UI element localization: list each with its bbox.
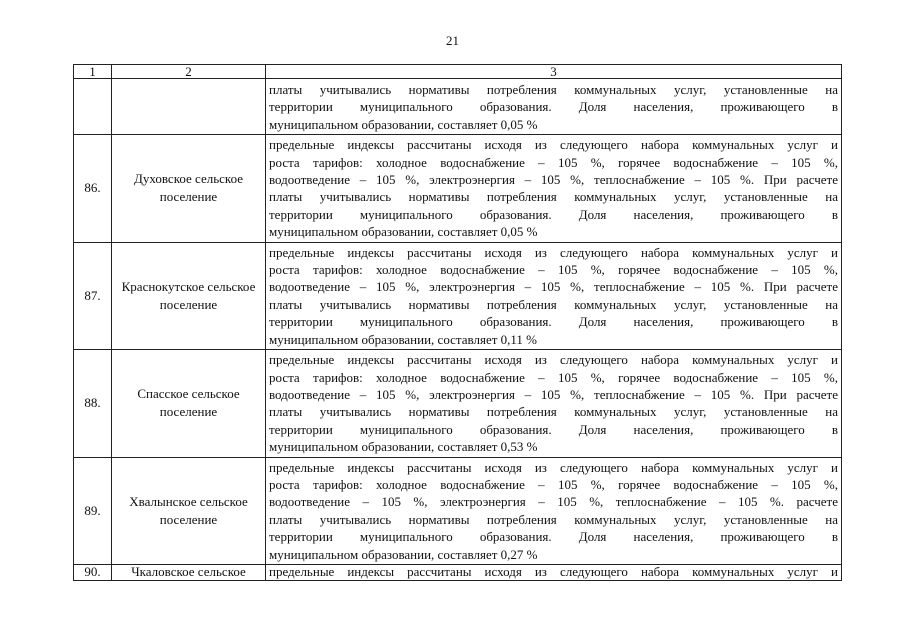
description-cell — [266, 79, 842, 135]
description-cell — [266, 135, 842, 242]
description-line: водоотведение – 105 %, электроэнергия – 105 %, теплоснабжение – 105 %. При расчете — [269, 279, 838, 295]
description-line: предельные индексы рассчитаны исходя из следующего набора коммунальных услуг и — [269, 459, 838, 475]
row-number: 88. — [74, 350, 112, 457]
description-line: водоотведение – 105 %, электроэнергия – 105 %, теплоснабжение – 105 %. При расчете — [269, 386, 838, 402]
table-row — [74, 135, 842, 242]
municipality-name: Спасское сельское поселение — [112, 350, 266, 457]
header-col-2: 2 — [112, 65, 266, 79]
page-number: 21 — [446, 33, 459, 48]
description-cell — [266, 350, 842, 457]
description-cell — [266, 457, 842, 564]
description-line: муниципальном образовании, составляет 0,05 % — [269, 116, 538, 132]
row-number: 89. — [74, 457, 112, 564]
municipality-cell — [112, 79, 266, 135]
description-line: территории муниципального образования. Доля населения, проживающего в — [269, 529, 838, 545]
row-number: 87. — [74, 242, 112, 349]
description-line: муниципальном образовании, составляет 0,11 % — [269, 331, 538, 347]
municipality-name: Краснокутское сельское поселение — [112, 242, 266, 349]
table-row-partial — [74, 564, 842, 580]
description-cell — [266, 242, 842, 349]
description-line: роста тарифов: холодное водоснабжение – 105 %, горячее водоснабжение – 105 %, — [269, 476, 838, 492]
description-line: предельные индексы рассчитаны исходя из следующего набора коммунальных услуг и — [269, 352, 838, 368]
description-line: роста тарифов: холодное водоснабжение – 105 %, горячее водоснабжение – 105 %, — [269, 369, 838, 385]
row-number: 90. — [74, 564, 112, 580]
description-line: территории муниципального образования. Доля населения, проживающего в — [269, 206, 838, 222]
description-line: водоотведение – 105 %, электроэнергия – 105 %, теплоснабжение – 105 %. расчете — [269, 494, 838, 510]
description-line: предельные индексы рассчитаны исходя из следующего набора коммунальных услуг и — [269, 137, 838, 153]
row-number: 86. — [74, 135, 112, 242]
description-line: территории муниципального образования. Доля населения, проживающего в — [269, 421, 838, 437]
header-col-1: 1 — [74, 65, 112, 79]
description-line: водоотведение – 105 %, электроэнергия – 105 %, теплоснабжение – 105 %. При расчете — [269, 172, 838, 188]
description-line: муниципальном образовании, составляет 0,53 % — [269, 439, 538, 455]
table-row-continuation — [74, 79, 842, 135]
municipality-name: Чкаловское сельское — [112, 564, 266, 580]
municipality-name: Духовское сельское поселение — [112, 135, 266, 242]
description-line: муниципальном образовании, составляет 0,05 % — [269, 224, 538, 240]
description-line: платы учитывались нормативы потребления коммунальных услуг, установленные на — [269, 189, 838, 205]
table-row — [74, 350, 842, 457]
description-line: роста тарифов: холодное водоснабжение – 105 %, горячее водоснабжение – 105 %, — [269, 154, 838, 170]
description-line: муниципальном образовании, составляет 0,27 % — [269, 546, 538, 562]
table-row — [74, 457, 842, 564]
row-number-cell — [74, 79, 112, 135]
description-line: платы учитывались нормативы потребления коммунальных услуг, установленные на — [269, 82, 838, 97]
header-col-3: 3 — [266, 65, 842, 79]
header-row — [74, 65, 842, 79]
municipality-name: Хвалынское сельское поселение — [112, 457, 266, 564]
description-line: предельные индексы рассчитаны исходя из следующего набора коммунальных услуг и — [269, 564, 838, 580]
description-line: платы учитывались нормативы потребления коммунальных услуг, установленные на — [269, 404, 838, 420]
table-row — [74, 242, 842, 349]
description-cell — [266, 564, 842, 580]
description-line: платы учитывались нормативы потребления коммунальных услуг, установленные на — [269, 511, 838, 527]
description-line: роста тарифов: холодное водоснабжение – 105 %, горячее водоснабжение – 105 %, — [269, 262, 838, 278]
description-line: предельные индексы рассчитаны исходя из следующего набора коммунальных услуг и — [269, 244, 838, 260]
tariff-index-table — [73, 64, 842, 581]
description-line: платы учитывались нормативы потребления коммунальных услуг, установленные на — [269, 296, 838, 312]
description-line: территории муниципального образования. Доля населения, проживающего в — [269, 314, 838, 330]
description-line: территории муниципального образования. Доля населения, проживающего в — [269, 99, 838, 115]
